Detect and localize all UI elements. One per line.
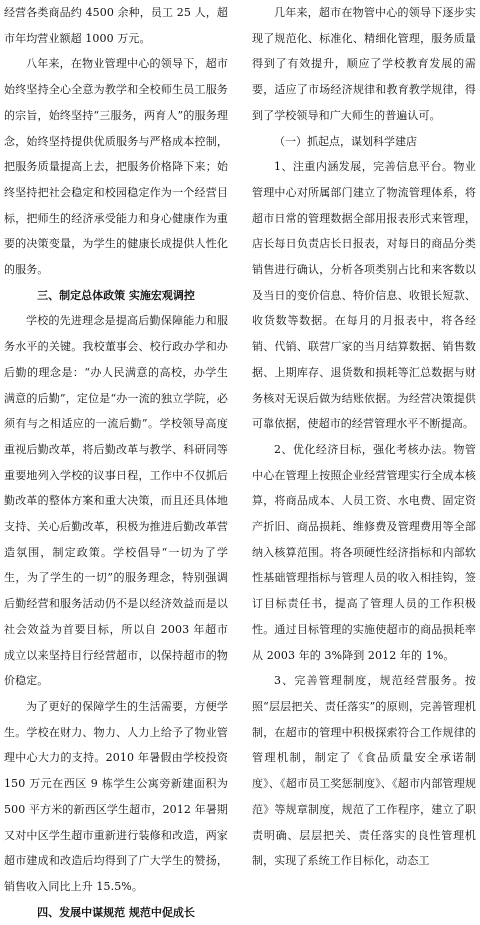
paragraph-standardization: 几年来，超市在物管中心的领导下逐步实现了规范化、标准化、精细化管理，服务质量得到了有效提升，顺应了学校教育发展的需要，适应了市场经济规律和教育教学规律，得到了学校领导和广大师生的普遍认可。 [252, 6, 476, 122]
paragraph-school-support: 为了更好的保障学生的生活需要，方便学生。学校在财力、物力、人力上给予了物业管理中心大力的支持。2010 年暑假由学校投资 150 万元在西区 9 栋学生公寓旁新建面积为 500 平方米的新西区学生超市，2012 年暑期又对中区学生超市重新进行装修和改造，两家超市建成和改造后均得到了广大学生的赞扬，销售收入同比上升 15.5%。 [4, 699, 228, 893]
paragraph-information-platform: 1、注重内涵发展，完善信息平台。物业管理中心对所属部门建立了物流管理体系，将超市日常的管理数据全部用报表形式来管理，店长每日负责店长日报表，对每日的商品分类销售进行确认，分析各项类别占比和来客数以及当日的变价信息、特价信息、收银长短款、收货数等数据。在每月的月报表中，将各经销、代销、联营厂家的当月结算数据、销售数据、上期库存、退货数和损耗等汇总数据与财务核对无误后做为结账依据。为经营决策提供可靠依据，使超市的经营管理水平不断提高。 [252, 160, 476, 431]
paragraph-service-philosophy: 八年来，在物业管理中心的领导下，超市始终坚持全心全意为教学和全校师生员工服务的宗旨，始终坚持“三服务，两育人”的服务理念，始终坚持提供优质服务与严格成本控制，把服务质量提高上去，把服务价格降下来；始终坚持把社会稳定和校园稳定作为一个经营目标，把师生的经济承受能力和身心健康作为重要的决策变量，为学生的健康长成提供人性化的服务。 [4, 57, 228, 277]
paragraph-school-concept: 学校的先进理念是提高后勤保障能力和服务水平的关键。我校董事会、校行政办学和办后勤的理念是：“办人民满意的高校，办学生满意的后勤”，定位是“办一流的独立学院，必须有与之相适应的一流后勤”。学校领导高度重视后勤改革，将后勤改革与教学、科研同等重要地列入学校的议事日程，工作中不仅抓后勤改革的整体方案和重大决策，而且还具体地支持、关心后勤改革，积极为推进后勤改革营造氛围，制定政策。学校倡导“一切为了学生，为了学生的一切”的服务理念，特别强调后勤经营和服务活动仍不是以经济效益而是以社会效益为首要目标，所以自 2003 年超市成立以来坚持目行经营超市，以保持超市的物价稳定。 [4, 314, 228, 688]
left-column [4, 0, 228, 919]
paragraph-management-system: 3、完善管理制度，规范经营服务。按照“层层把关、责任落实”的原则，完善管理机制，在超市的管理中积极探索符合工作规律的管理机制，制定了《食品质量安全承诺制度》、《超市员工奖惩制度》、《超市内部管理规范》等规章制度，规范了工作程序，建立了职责明确、层层把关、责任落实的良性管理机制，实现了系统工作目标化，动态工 [252, 674, 476, 868]
section-heading-3: 三、制定总体政策 实施宏观调控 [37, 288, 195, 302]
paragraph-intro: 经营各类商品约 4500 余种，员工 25 人，超市年均营业额超 1000 万元。 [4, 6, 228, 45]
section-heading-4: 四、发展中谋规范 规范中促成长 [37, 905, 195, 919]
right-column [252, 0, 476, 868]
paragraph-economic-targets: 2、优化经济目标，强化考核办法。物管中心在管理上按照企业经营管理实行全成本核算，将商品成本、人员工资、水电费、固定资产折旧、商品损耗、维修费及管理费用等全部纳入核算范围。将各项硬性经济指标和内部软性基础管理指标与管理人员的收入相挂钩，签订目标责任书，提高了管理人员的工作积极性。通过目标管理的实施使超市的商品损耗率从 2003 年的 3%降到 2012 年的 1%。 [252, 442, 476, 662]
subsection-heading-1: （一）抓起点，谋划科学建店 [274, 134, 417, 148]
